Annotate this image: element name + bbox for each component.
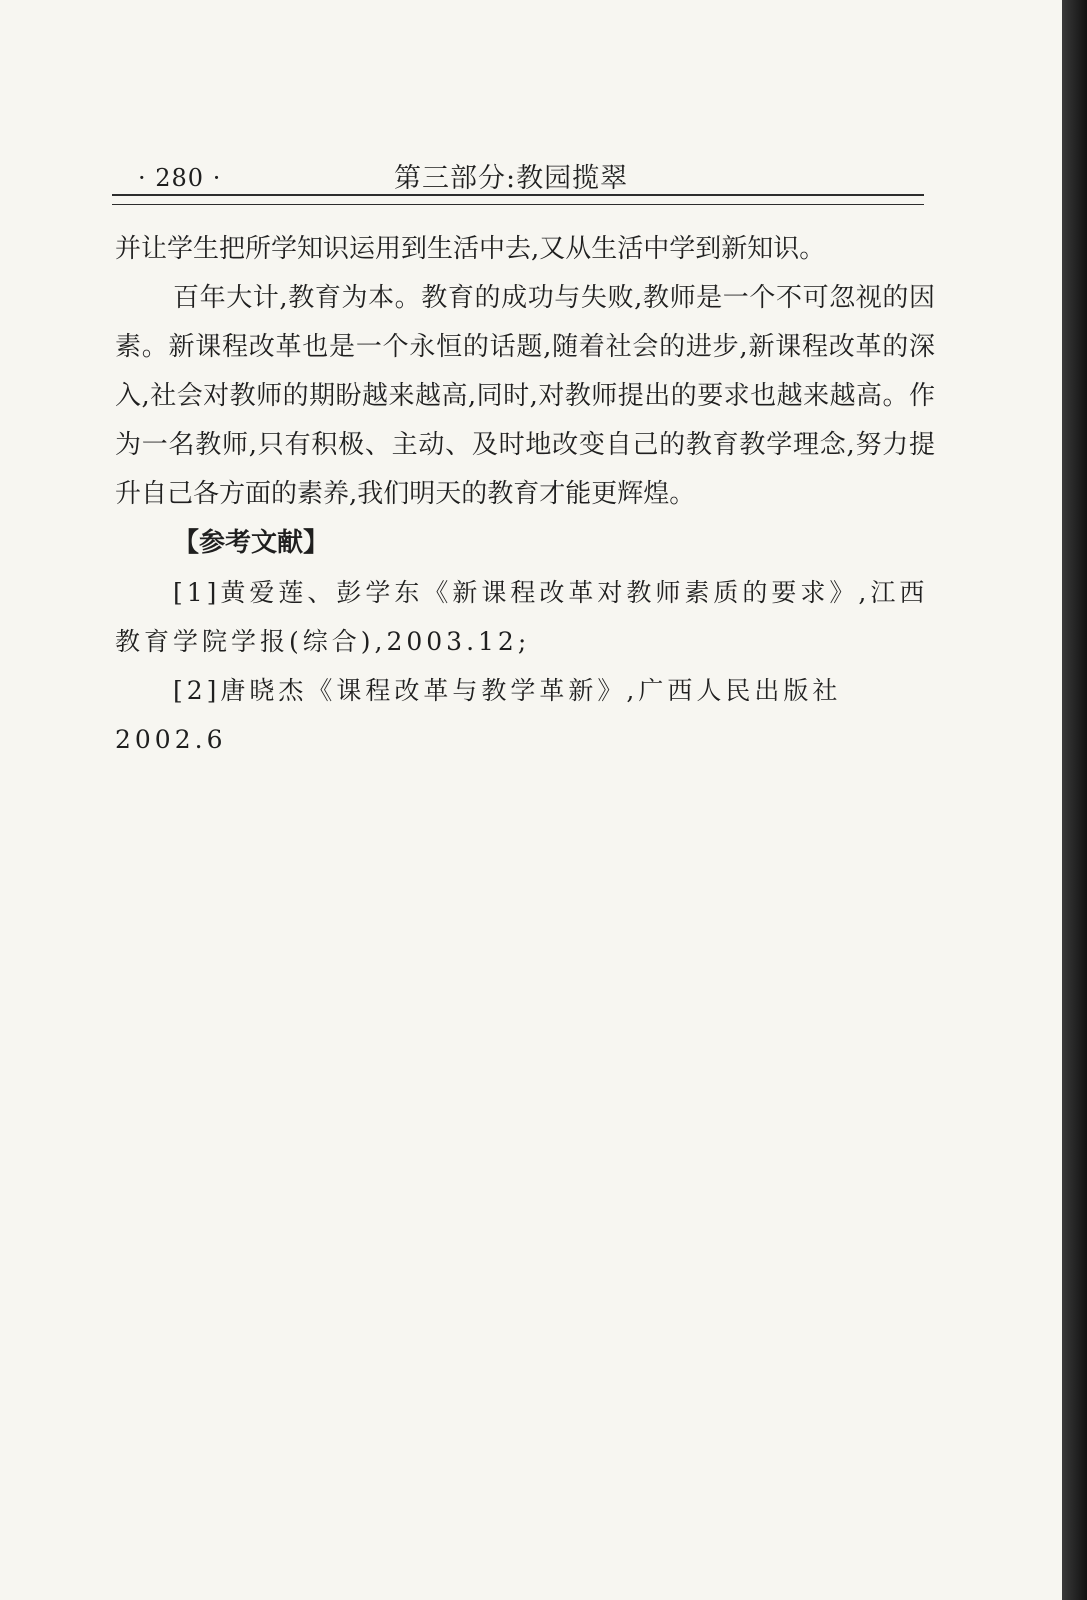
scan-dark-edge [1062,0,1087,1600]
references-heading: 【参考文献】 [173,528,330,558]
page-content [115,225,935,764]
page-header [112,150,924,196]
body-paragraph: 百年大计,教育为本。教育的成功与失败,教师是一个不可忽视的因素。新课程改革也是一个永恒的话题,随着社会的进步,新课程改革的深入,社会对教师的期盼越来越高,同时,对教师提出的要求也越来越高。作为一名教师,只有积极、主动、及时地改变自己的教育教学理念,努力提升自己各方面的素养,我们明天的教育才能更辉煌。 [115,283,935,509]
reference-item-1: [1]黄爱莲、彭学东《新课程改革对教师素质的要求》,江西教育学院学报(综合),2003.12; [115,578,929,656]
continuation-paragraph: 并让学生把所学知识运用到生活中去,又从生活中学到新知识。 [115,234,826,264]
section-title: 第三部分:教园揽翠 [394,163,629,194]
page-number: · 280 · [138,164,222,192]
reference-item-2: [2]唐晓杰《课程改革与教学革新》,广西人民出版社 2002.6 [115,676,842,754]
header-rule-thick [112,194,924,196]
header-rule-thin [112,204,924,205]
